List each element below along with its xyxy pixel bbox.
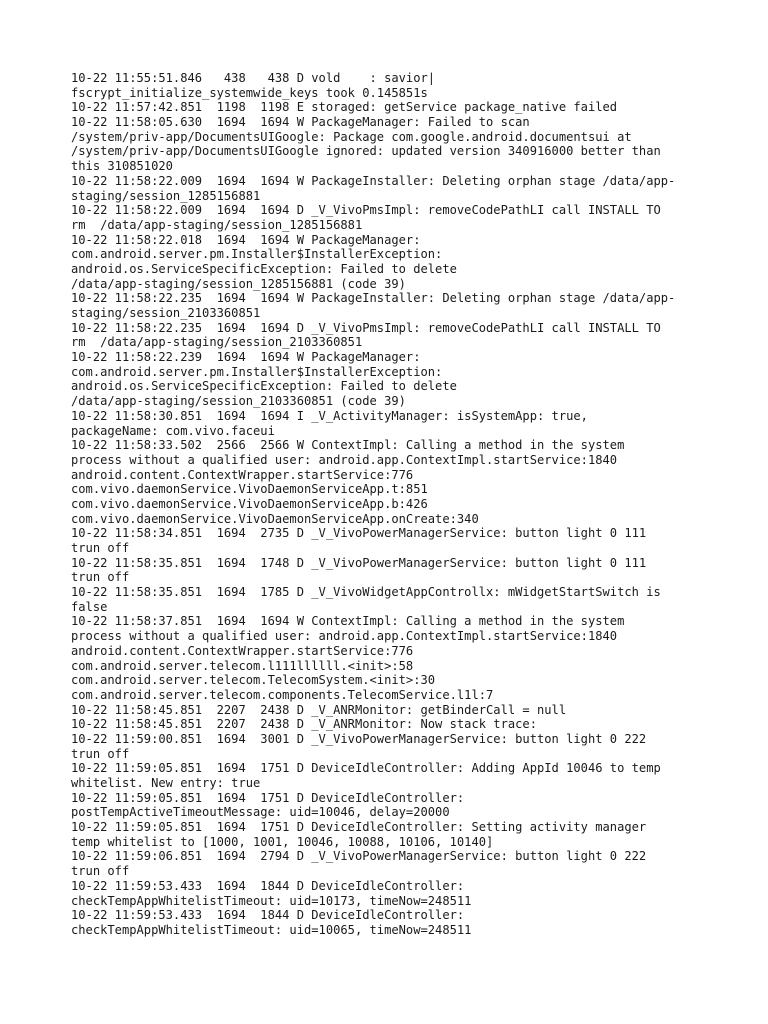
log-line: 10-22 11:58:22.009 1694 1694 W PackageInstaller: Deleting orphan stage /data/app- — [71, 173, 676, 188]
log-line: 10-22 11:58:05.630 1694 1694 W PackageManager: Failed to scan — [71, 115, 530, 130]
log-line: com.android.server.telecom.TelecomSystem.<init>:30 — [71, 673, 436, 688]
log-line: staging/session_2103360851 — [71, 306, 261, 320]
log-line: whitelist. New entry: true — [71, 776, 261, 790]
log-line: com.android.server.telecom.l111llllll.<init>:58 — [71, 658, 414, 673]
log-text-body — [71, 71, 711, 938]
log-line: staging/session_1285156881 — [71, 188, 261, 203]
log-line: this 310851020 — [71, 159, 173, 174]
log-line: com.vivo.daemonService.VivoDaemonServiceApp.b:426 — [71, 496, 428, 511]
log-line: 10-22 11:57:42.851 1198 1198 E storaged: getService package_native failed — [71, 100, 618, 115]
log-line: process without a qualified user: android.app.ContextImpl.startService:1840 — [71, 452, 618, 467]
log-line: 10-22 11:58:35.851 1694 1785 D _V_VivoWidgetAppControllx: mWidgetStartSwitch is — [71, 585, 661, 600]
log-line: com.android.server.pm.Installer$InstallerException: — [71, 247, 443, 262]
log-line: android.os.ServiceSpecificException: Failed to delete — [71, 379, 457, 394]
log-line: packageName: com.vivo.faceui — [71, 423, 275, 438]
log-line: /data/app-staging/session_1285156881 (code 39) — [71, 276, 406, 291]
log-line: 10-22 11:58:30.851 1694 1694 I _V_ActivityManager: isSystemApp: true, — [71, 408, 588, 423]
log-line: 10-22 11:58:22.239 1694 1694 W PackageManager: — [71, 350, 421, 365]
log-line: postTempActiveTimeoutMessage: uid=10046, delay=20000 — [71, 805, 450, 820]
log-line: 10-22 11:58:22.009 1694 1694 D _V_VivoPmsImpl: removeCodePathLI call INSTALL TO — [71, 203, 661, 218]
log-line: trun off — [71, 541, 130, 555]
log-line: android.content.ContextWrapper.startService:776 — [71, 643, 414, 658]
log-line: com.vivo.daemonService.VivoDaemonServiceApp.onCreate:340 — [71, 511, 479, 526]
log-line: 10-22 11:59:05.851 1694 1751 D DeviceIdleController: — [71, 790, 465, 805]
log-line: 10-22 11:58:22.018 1694 1694 W PackageManager: — [71, 232, 421, 247]
log-line: /system/priv-app/DocumentsUIGoogle: Package com.google.android.documentsui at — [71, 129, 632, 144]
log-line: fscrypt_initialize_systemwide_keys took 0.145851s — [71, 85, 428, 100]
log-line: com.android.server.pm.Installer$InstallerException: — [71, 364, 443, 379]
log-line: rm /data/app-staging/session_2103360851 — [71, 335, 363, 350]
log-line: 10-22 11:59:53.433 1694 1844 D DeviceIdleController: — [71, 878, 465, 893]
log-line: process without a qualified user: android.app.ContextImpl.startService:1840 — [71, 629, 618, 644]
log-line: com.android.server.telecom.components.TelecomService.l1l:7 — [71, 687, 494, 702]
log-line: /system/priv-app/DocumentsUIGoogle ignored: updated version 340916000 better than — [71, 144, 661, 159]
log-line: 10-22 11:59:05.851 1694 1751 D DeviceIdleController: Adding AppId 10046 to temp — [71, 761, 661, 776]
log-line: trun off — [71, 746, 130, 761]
log-line: trun off — [71, 864, 130, 879]
log-line: 10-22 11:58:22.235 1694 1694 D _V_VivoPmsImpl: removeCodePathLI call INSTALL TO — [71, 320, 661, 335]
log-line: 10-22 11:58:34.851 1694 2735 D _V_VivoPowerManagerService: button light 0 111 — [71, 526, 647, 541]
log-line: android.os.ServiceSpecificException: Failed to delete — [71, 261, 457, 276]
log-line: checkTempAppWhitelistTimeout: uid=10173, timeNow=248511 — [71, 893, 472, 908]
log-line: 10-22 11:58:33.502 2566 2566 W ContextImpl: Calling a method in the system — [71, 438, 625, 453]
log-line: temp whitelist to [1000, 1001, 10046, 10088, 10106, 10140] — [71, 834, 494, 849]
log-line: 10-22 11:55:51.846 438 438 D vold : savior| — [71, 71, 436, 85]
log-line: false — [71, 599, 108, 614]
log-line: rm /data/app-staging/session_1285156881 — [71, 217, 363, 232]
log-line: android.content.ContextWrapper.startService:776 — [71, 467, 414, 482]
log-line: /data/app-staging/session_2103360851 (code 39) — [71, 394, 406, 409]
log-line: 10-22 11:59:00.851 1694 3001 D _V_VivoPowerManagerService: button light 0 222 — [71, 731, 647, 746]
log-line: 10-22 11:59:53.433 1694 1844 D DeviceIdleController: — [71, 908, 465, 923]
log-line: 10-22 11:59:06.851 1694 2794 D _V_VivoPowerManagerService: button light 0 222 — [71, 849, 647, 864]
log-line: checkTempAppWhitelistTimeout: uid=10065, timeNow=248511 — [71, 922, 472, 937]
log-line: trun off — [71, 570, 130, 585]
log-line: 10-22 11:59:05.851 1694 1751 D DeviceIdleController: Setting activity manager — [71, 820, 647, 835]
log-line: 10-22 11:58:45.851 2207 2438 D _V_ANRMonitor: getBinderCall = null — [71, 702, 567, 717]
log-line: 10-22 11:58:45.851 2207 2438 D _V_ANRMonitor: Now stack trace: — [71, 717, 537, 732]
log-line: 10-22 11:58:22.235 1694 1694 W PackageInstaller: Deleting orphan stage /data/app- — [71, 291, 676, 306]
log-line: com.vivo.daemonService.VivoDaemonServiceApp.t:851 — [71, 482, 428, 497]
log-line: 10-22 11:58:35.851 1694 1748 D _V_VivoPowerManagerService: button light 0 111 — [71, 555, 647, 570]
log-line: 10-22 11:58:37.851 1694 1694 W ContextImpl: Calling a method in the system — [71, 614, 625, 629]
